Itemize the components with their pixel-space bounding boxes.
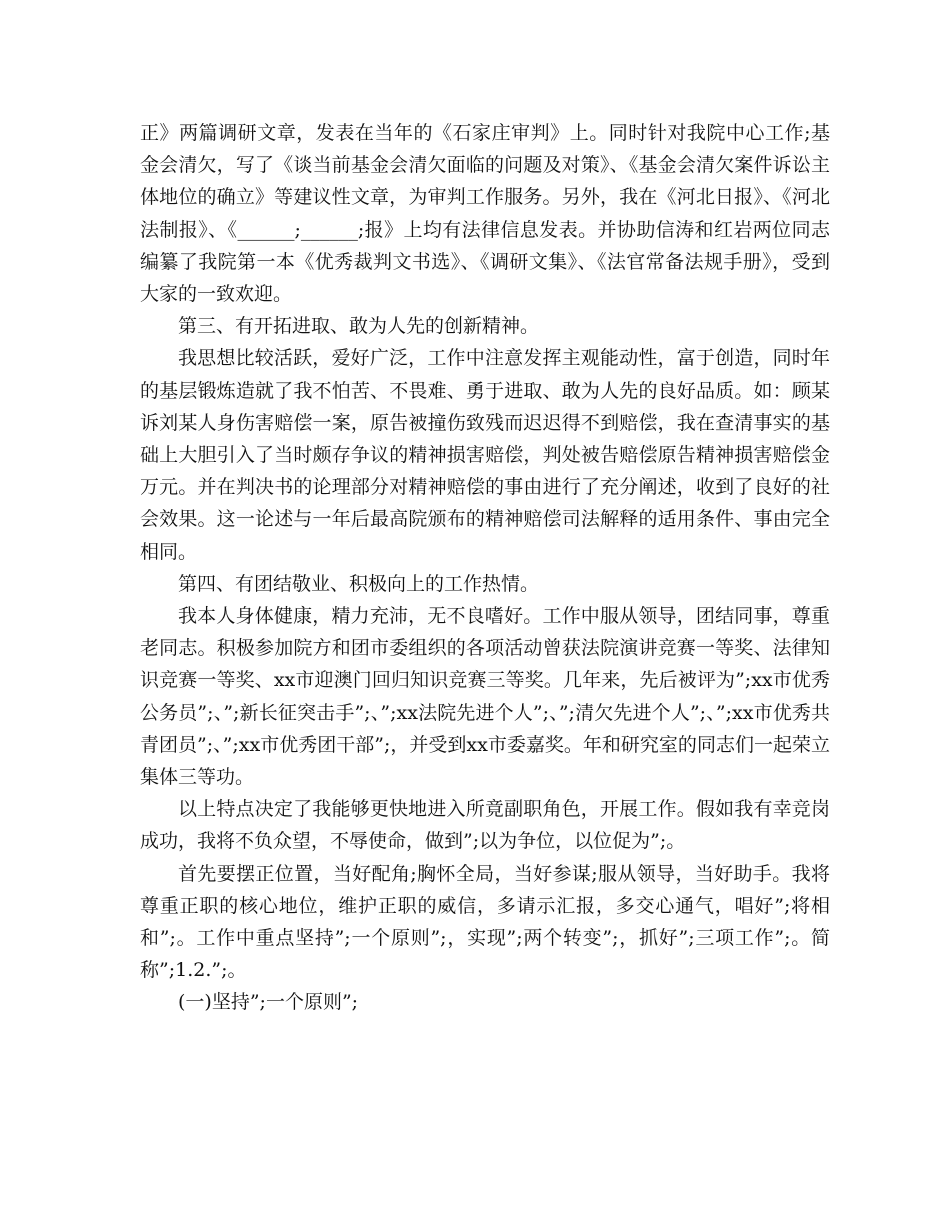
heading-work-enthusiasm: 第四、有团结敬业、积极向上的工作热情。 — [178, 572, 540, 595]
paragraph-research-articles: 正》两篇调研文章，发表在当年的《石家庄审判》上。同时针对我院中心工作;基金会清欠，写了《谈当前基金会清欠面临的问题及对策》、《基金会清欠案件诉讼主体地位的确立》等建议性文章，为审判工作服务。另外，我在《河北日报》、《河北法制报》、《______;______;报》上均有法律信息发表。并协助信涛和红岩两位同志编纂了我院第一本《优秀裁判文书选》、《调研文集》、《法官常备法规手册》，受到大家的一致欢迎。 — [140, 122, 830, 306]
paragraph-innovation-example: 我思想比较活跃，爱好广泛，工作中注意发挥主观能动性，富于创造，同时年的基层锻炼造就了我不怕苦、不畏难、勇于进取、敢为人先的良好品质。如：顾某诉刘某人身伤害赔偿一案，原告被撞伤致残而迟迟得不到赔偿，我在查清事实的基础上大胆引入了当时颇存争议的精神损害赔偿，判处被告赔偿原告精神损害赔偿金万元。并在判决书的论理部分对精神赔偿的事由进行了充分阐述，收到了良好的社会效果。这一论述与一年后最高院颁布的精神赔偿司法解释的适用条件、事由完全相同。 — [140, 347, 830, 563]
paragraph-role-commitment: 以上特点决定了我能够更快地进入所竟副职角色，开展工作。假如我有幸竞岗成功，我将不负众望，不辱使命，做到”;以为争位，以位促为”;。 — [140, 798, 830, 853]
paragraph-honors: 我本人身体健康，精力充沛，无不良嗜好。工作中服从领导，团结同事，尊重老同志。积极参加院方和团市委组织的各项活动曾获法院演讲竞赛一等奖、法律知识竞赛一等奖、xx市迎澳门回归知识竞赛三等奖。几年来，先后被评为”;xx市优秀公务员”;、”;新长征突击手”;、”;xx法院先进个人”;、”;清欠先进个人”;、”;xx市优秀共青团员”;、”;xx市优秀团干部”;，并受到xx市委嘉奖。年和研究室的同志们一起荣立集体三等功。 — [140, 605, 830, 789]
document-body — [140, 117, 830, 1019]
paragraph-positioning: 首先要摆正位置，当好配角;胸怀全局，当好参谋;服从领导，当好助手。我将尊重正职的核心地位，维护正职的威信，多请示汇报，多交心通气，唱好”;将相和”;。工作中重点坚持”;一个原则”;，实现”;两个转变”;，抓好”;三项工作”;。简称”;1.2.”;。 — [140, 862, 830, 982]
heading-one-principle: (一)坚持”;一个原则”; — [178, 991, 359, 1014]
heading-innovation-spirit: 第三、有开拓进取、敢为人先的创新精神。 — [178, 315, 540, 338]
